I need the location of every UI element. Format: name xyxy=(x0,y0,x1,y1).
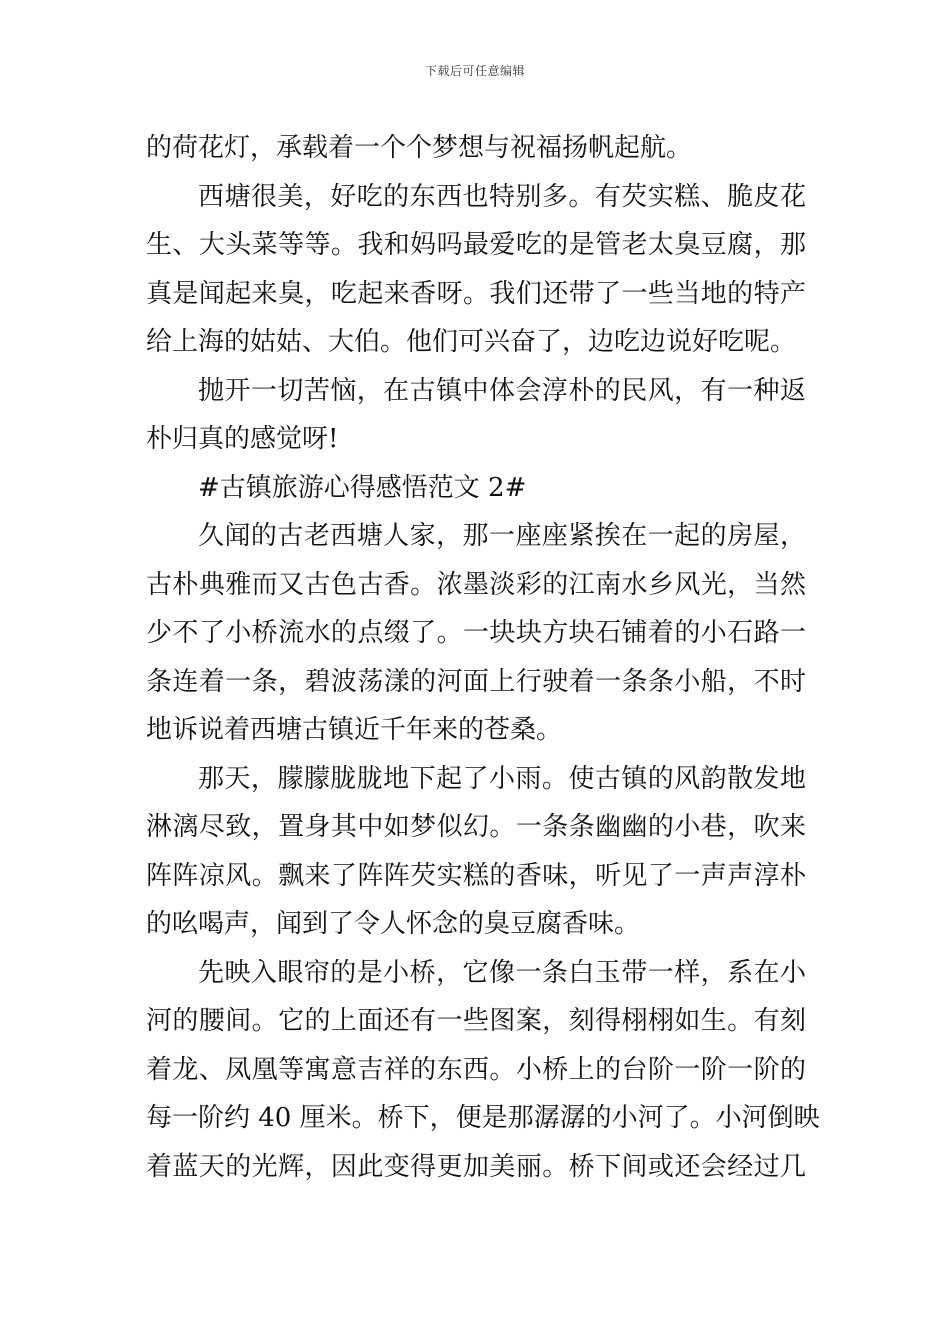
text-line: 少不了小桥流水的点缀了。一块块方块石铺着的小石路一 xyxy=(146,618,806,648)
text-line: 古朴典雅而又古色古香。浓墨淡彩的江南水乡风光，当然 xyxy=(146,569,806,600)
text-line: 生、大头菜等等。我和妈吗最爱吃的是管老太臭豆腐，那 xyxy=(146,230,806,260)
text-line: 的吆喝声，闻到了令人怀念的臭豆腐香味。 xyxy=(146,909,641,939)
text-line: 抛开一切苦恼，在古镇中体会淳朴的民风，有一种返 xyxy=(198,375,806,406)
text-line: 真是闻起来臭，吃起来香呀。我们还带了一些当地的特产 xyxy=(146,278,806,309)
text-line: 久闻的古老西塘人家，那一座座紧挨在一起的房屋， xyxy=(198,521,806,551)
text-line: 着龙、凤凰等寓意吉祥的东西。小桥上的台阶一阶一阶的 xyxy=(146,1054,806,1085)
text-line: 朴归真的感觉呀! xyxy=(146,424,339,454)
document-body xyxy=(146,124,820,1191)
text-line: 淋漓尽致，置身其中如梦似幻。一条条幽幽的小巷，吹来 xyxy=(146,812,806,842)
text-line: 西塘很美，好吃的东西也特别多。有芡实糕、脆皮花 xyxy=(198,181,806,212)
text-line: 先映入眼帘的是小桥，它像一条白玉带一样，系在小 xyxy=(198,957,806,988)
text-line: 的荷花灯，承载着一个个梦想与祝福扬帆起航。 xyxy=(146,133,693,163)
text-line: 给上海的姑姑、大伯。他们可兴奋了，边吃边说好吃呢。 xyxy=(146,327,797,357)
section-heading: #古镇旅游心得感悟范文 2# xyxy=(198,472,527,503)
text-line: 地诉说着西塘古镇近千年来的苍桑。 xyxy=(146,715,563,745)
text-line: 河的腰间。它的上面还有一些图案，刻得栩栩如生。有刻 xyxy=(146,1006,806,1036)
text-line: 那天，朦朦胧胧地下起了小雨。使古镇的风韵散发地 xyxy=(198,763,806,794)
text-line: 阵阵凉风。飘来了阵阵芡实糕的香味，听见了一声声淳朴 xyxy=(146,860,806,891)
text-line: 每一阶约 40 厘米。桥下，便是那潺潺的小河了。小河倒映 xyxy=(146,1103,820,1133)
text-line: 条连着一条，碧波荡漾的河面上行驶着一条条小船，不时 xyxy=(146,666,806,697)
text-line: 着蓝天的光辉，因此变得更加美丽。桥下间或还会经过几 xyxy=(146,1151,806,1182)
page-header-note: 下载后可任意编辑 xyxy=(424,64,525,78)
